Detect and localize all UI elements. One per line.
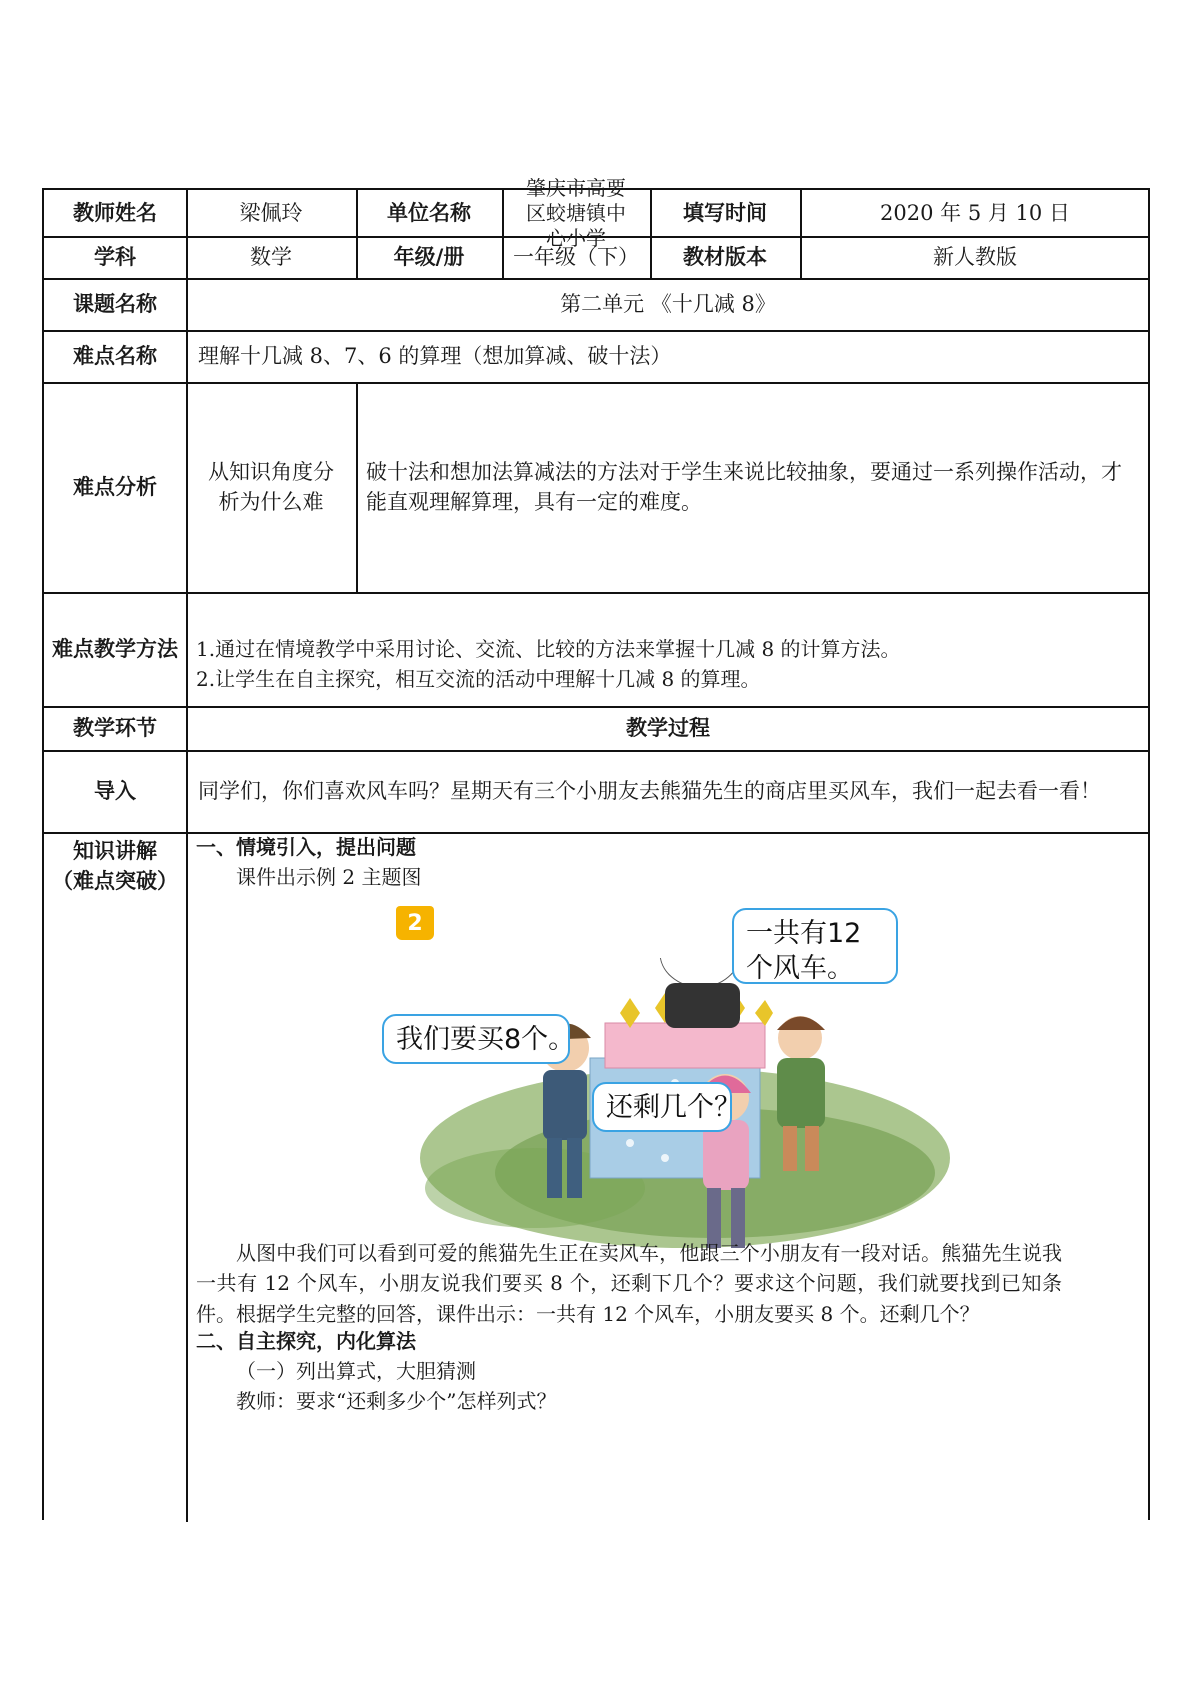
teaching-step-label: 教学环节 xyxy=(73,715,157,740)
grade-value: 一年级（下） xyxy=(513,244,639,269)
scenario-paragraph: 从图中我们可以看到可爱的熊猫先生正在卖风车，他跟三个小朋友有一段对话。熊猫先生说我一共有 12 个风车，小朋友说我们要买 8 个，还剩下几个？要求这个问题，我们就要找到已知条件。根据学生完整的回答，课件出示：一共有 12 个风车，小朋友要买 8 个。还剩几个？ xyxy=(196,1241,1062,1326)
topic-label: 课题名称 xyxy=(73,291,157,316)
speech-bubble-boy: 我们要买8个。 xyxy=(382,1014,570,1064)
analysis-sub-label: 从知识角度分析为什么难 xyxy=(208,459,334,514)
intro-value: 同学们，你们喜欢风车吗？星期天有三个小朋友去熊猫先生的商店里买风车，我们一起去看一看！ xyxy=(198,778,1101,803)
unit-name-value: 肇庆市高要区蛟塘镇中心小学 xyxy=(526,175,626,250)
section1-heading: 一、情境引入，提出问题 xyxy=(196,835,416,859)
method-label: 难点教学方法 xyxy=(52,636,178,661)
subject-label: 学科 xyxy=(94,244,136,269)
courseware-text: 课件出示例 2 主题图 xyxy=(236,865,422,889)
difficulty-value: 理解十几减 8、7、6 的算理（想加算减、破十法） xyxy=(198,343,672,368)
teaching-process-label: 教学过程 xyxy=(626,715,710,740)
section2-heading: 二、自主探究，内化算法 xyxy=(196,1329,416,1353)
unit-name-label: 单位名称 xyxy=(387,200,471,225)
analysis-value: 破十法和想加法算减法的方法对于学生来说比较抽象，要通过一系列操作活动，才能直观理解算理，具有一定的难度。 xyxy=(366,459,1122,514)
intro-label: 导入 xyxy=(94,778,136,803)
method-item-1: 1.通过在情境教学中采用讨论、交流、比较的方法来掌握十几减 8 的计算方法。 xyxy=(196,637,901,661)
speech-bubble-panda: 一共有12个风车。 xyxy=(732,908,898,984)
method-list xyxy=(196,634,1146,694)
subject-value: 数学 xyxy=(250,244,292,269)
fill-date-label: 填写时间 xyxy=(683,200,767,225)
example-badge: 2 xyxy=(396,906,434,940)
teacher-name-value: 梁佩玲 xyxy=(239,200,303,225)
teacher-question: 教师：要求“还剩多少个”怎样列式？ xyxy=(236,1389,557,1413)
topic-value: 第二单元 《十几减 8》 xyxy=(560,291,776,316)
textbook-value: 新人教版 xyxy=(933,244,1017,269)
textbook-label: 教材版本 xyxy=(683,244,767,269)
difficulty-label: 难点名称 xyxy=(73,343,157,368)
analysis-label: 难点分析 xyxy=(73,474,157,499)
method-item-2: 2.让学生在自主探究，相互交流的活动中理解十几减 8 的算理。 xyxy=(196,667,761,691)
teacher-name-label: 教师姓名 xyxy=(73,200,157,225)
speech-bubble-girl: 还剩几个？ xyxy=(592,1082,732,1132)
grade-label: 年级/册 xyxy=(393,244,465,269)
explain-label: 知识讲解 （难点突破） xyxy=(52,839,178,894)
subsection1-heading: （一）列出算式，大胆猜测 xyxy=(236,1359,476,1383)
fill-date-value: 2020 年 5 月 10 日 xyxy=(880,200,1070,225)
